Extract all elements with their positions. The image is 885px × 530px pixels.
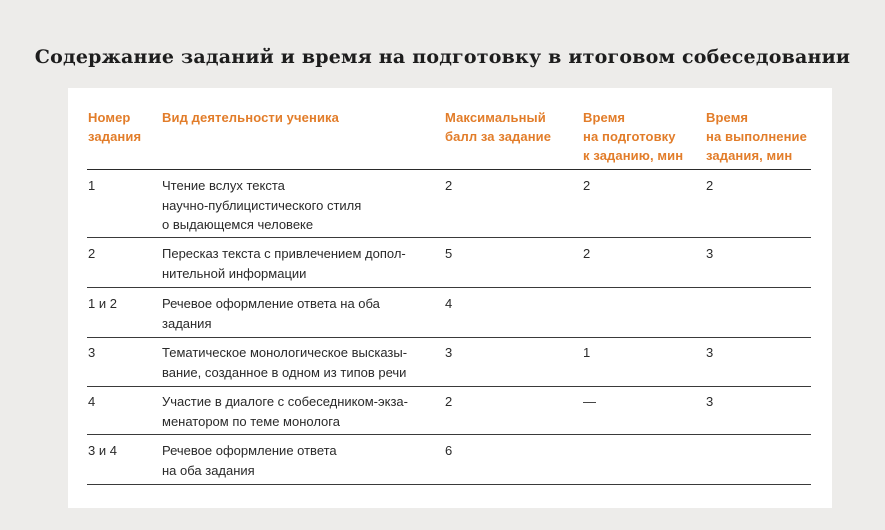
- task-number: 2: [88, 246, 96, 261]
- task-exec-time: 2: [706, 178, 714, 193]
- row-divider: [87, 434, 811, 435]
- task-activity: Тематическое монологическое высказы- вание, созданное в одном из типов речи: [162, 345, 408, 380]
- task-max-score: 2: [445, 178, 453, 193]
- task-exec-time: 3: [706, 246, 714, 261]
- header-exec-time: Время на выполнение задания, мин: [706, 110, 807, 163]
- task-prep-time: 1: [583, 345, 591, 360]
- row-divider: [87, 337, 811, 338]
- task-max-score: 5: [445, 246, 453, 261]
- task-number: 3: [88, 345, 96, 360]
- task-exec-time: 3: [706, 345, 714, 360]
- task-prep-time: —: [583, 394, 596, 409]
- header-task-number: Номер задания: [88, 110, 142, 144]
- task-exec-time: 3: [706, 394, 714, 409]
- task-number: 4: [88, 394, 96, 409]
- header-max-score: Максимальный балл за задание: [445, 110, 552, 144]
- row-divider: [87, 484, 811, 485]
- task-activity: Пересказ текста с привлечением допол- нительной информации: [162, 246, 406, 281]
- tasks-table: [68, 88, 832, 508]
- task-number: 1: [88, 178, 96, 193]
- task-number: 1 и 2: [88, 296, 117, 311]
- row-divider: [87, 287, 811, 288]
- header-prep-time: Время на подготовку к заданию, мин: [583, 110, 684, 163]
- task-max-score: 6: [445, 443, 453, 458]
- task-max-score: 3: [445, 345, 453, 360]
- row-divider: [87, 386, 811, 387]
- task-activity: Речевое оформление ответа на оба задания: [162, 296, 380, 331]
- task-max-score: 2: [445, 394, 453, 409]
- header-divider: [87, 169, 811, 170]
- task-max-score: 4: [445, 296, 453, 311]
- task-prep-time: 2: [583, 178, 591, 193]
- task-activity: Речевое оформление ответа на оба задания: [162, 443, 337, 478]
- task-activity: Участие в диалоге с собеседником-экза- менатором по теме монолога: [162, 394, 408, 429]
- task-prep-time: 2: [583, 246, 591, 261]
- task-activity: Чтение вслух текста научно-публицистического стиля о выдающемся человеке: [162, 178, 362, 232]
- row-divider: [87, 237, 811, 238]
- task-number: 3 и 4: [88, 443, 117, 458]
- header-activity: Вид деятельности ученика: [162, 110, 339, 125]
- page-title: Содержание заданий и время на подготовку в итоговом собеседовании: [34, 46, 851, 68]
